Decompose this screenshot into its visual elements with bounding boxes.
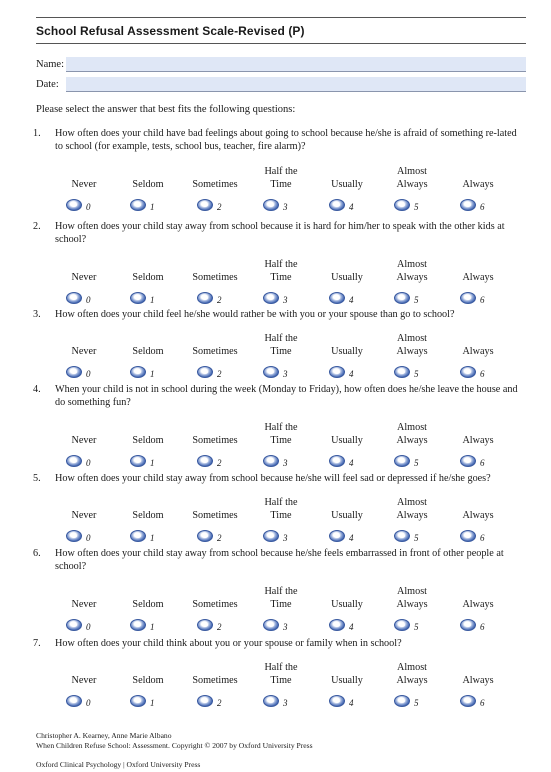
radio-button[interactable] xyxy=(394,366,410,378)
radio-value: 5 xyxy=(414,202,419,212)
option-label-top: Half the xyxy=(264,662,298,673)
radio-option[interactable] xyxy=(329,366,369,380)
name-field[interactable] xyxy=(66,57,526,72)
question-text xyxy=(33,384,526,409)
radio-value: 1 xyxy=(150,698,155,708)
footer-publisher: Oxford Clinical Psychology | Oxford University Press xyxy=(36,760,201,769)
radio-button[interactable] xyxy=(460,292,476,304)
radio-button[interactable] xyxy=(460,366,476,378)
radio-option[interactable] xyxy=(394,695,434,709)
option-label: Always xyxy=(462,346,494,357)
radio-button[interactable] xyxy=(130,619,146,631)
radio-highlight xyxy=(268,623,274,627)
option-label: Always xyxy=(396,599,428,610)
date-row xyxy=(36,77,526,93)
option-label: Always xyxy=(396,510,428,521)
radio-button[interactable] xyxy=(263,292,279,304)
radio-value: 3 xyxy=(283,698,288,708)
question-body: How often does your child stay away from school because he/she will feel sad or depressed if he/she goes? xyxy=(55,473,491,484)
radio-button[interactable] xyxy=(263,695,279,707)
option-label: Usually xyxy=(331,675,363,686)
option-label: Never xyxy=(71,510,97,521)
radio-option[interactable] xyxy=(130,366,170,380)
question-body: How often does your child stay away from school because he/she feels embarrassed in front of other people at school? xyxy=(55,548,504,572)
radio-highlight xyxy=(334,534,340,538)
option-label: Always xyxy=(462,510,494,521)
option-label: Always xyxy=(462,435,494,446)
radio-button[interactable] xyxy=(263,455,279,467)
radio-highlight xyxy=(202,699,208,703)
radio-option[interactable] xyxy=(130,292,170,306)
instructions: Please select the answer that best fits the following questions: xyxy=(36,104,296,115)
radio-highlight xyxy=(334,459,340,463)
option-label: Time xyxy=(270,435,292,446)
radio-button[interactable] xyxy=(130,530,146,542)
radio-option[interactable] xyxy=(460,199,500,213)
radio-option[interactable] xyxy=(329,530,369,544)
radio-highlight xyxy=(135,699,141,703)
radio-option[interactable] xyxy=(263,199,303,213)
radio-option[interactable] xyxy=(263,619,303,633)
option-label: Usually xyxy=(331,435,363,446)
radio-value: 1 xyxy=(150,202,155,212)
question-text xyxy=(33,221,526,246)
option-label-top: Half the xyxy=(264,586,298,597)
radio-option[interactable] xyxy=(329,455,369,469)
question-text xyxy=(33,128,526,153)
radio-value: 3 xyxy=(283,458,288,468)
radio-button[interactable] xyxy=(329,455,345,467)
radio-value: 2 xyxy=(217,295,222,305)
radio-option[interactable] xyxy=(130,695,170,709)
radio-option[interactable] xyxy=(460,695,500,709)
radio-button[interactable] xyxy=(329,695,345,707)
radio-highlight xyxy=(399,534,405,538)
radio-value: 1 xyxy=(150,369,155,379)
radio-value: 5 xyxy=(414,295,419,305)
option-label-top: Almost xyxy=(396,662,427,673)
radio-option[interactable] xyxy=(460,455,500,469)
radio-value: 6 xyxy=(480,533,485,543)
question-number: 7. xyxy=(33,638,41,649)
option-label: Always xyxy=(462,599,494,610)
radio-value: 2 xyxy=(217,698,222,708)
footer-authors: Christopher A. Kearney, Anne Marie Albano xyxy=(36,731,172,740)
radio-button[interactable] xyxy=(66,292,82,304)
radio-button[interactable] xyxy=(263,366,279,378)
radio-button[interactable] xyxy=(197,292,213,304)
radio-option[interactable] xyxy=(197,619,237,633)
radio-option[interactable] xyxy=(130,530,170,544)
radio-button[interactable] xyxy=(329,366,345,378)
radio-value: 0 xyxy=(86,295,91,305)
option-label: Always xyxy=(396,675,428,686)
radio-highlight xyxy=(135,623,141,627)
radio-highlight xyxy=(399,459,405,463)
radio-value: 2 xyxy=(217,622,222,632)
question-number: 4. xyxy=(33,384,41,395)
option-label-top: Almost xyxy=(396,333,427,344)
radio-button[interactable] xyxy=(66,619,82,631)
question-text xyxy=(33,638,526,651)
radio-highlight xyxy=(465,534,471,538)
radio-highlight xyxy=(334,370,340,374)
option-label: Time xyxy=(270,599,292,610)
radio-value: 6 xyxy=(480,369,485,379)
radio-highlight xyxy=(71,370,77,374)
radio-highlight xyxy=(71,296,77,300)
question-text xyxy=(33,548,526,573)
radio-value: 1 xyxy=(150,295,155,305)
radio-highlight xyxy=(202,370,208,374)
radio-highlight xyxy=(268,370,274,374)
option-label: Sometimes xyxy=(192,346,238,357)
top-rule xyxy=(36,17,526,18)
radio-highlight xyxy=(135,296,141,300)
radio-highlight xyxy=(268,459,274,463)
option-label: Never xyxy=(71,599,97,610)
option-label: Sometimes xyxy=(192,599,238,610)
radio-value: 4 xyxy=(349,369,354,379)
radio-button[interactable] xyxy=(394,455,410,467)
radio-value: 4 xyxy=(349,295,354,305)
radio-option[interactable] xyxy=(130,455,170,469)
radio-value: 0 xyxy=(86,533,91,543)
radio-button[interactable] xyxy=(66,366,82,378)
option-label: Usually xyxy=(331,179,363,190)
radio-highlight xyxy=(268,203,274,207)
radio-button[interactable] xyxy=(130,695,146,707)
date-label: Date: xyxy=(36,79,59,90)
option-label-top: Almost xyxy=(396,422,427,433)
option-label: Never xyxy=(71,435,97,446)
radio-highlight xyxy=(465,699,471,703)
option-label-top: Almost xyxy=(396,586,427,597)
option-label: Always xyxy=(462,179,494,190)
option-label: Always xyxy=(396,435,428,446)
radio-option[interactable] xyxy=(66,455,106,469)
radio-value: 1 xyxy=(150,622,155,632)
option-label: Usually xyxy=(331,599,363,610)
radio-button[interactable] xyxy=(460,619,476,631)
option-label: Sometimes xyxy=(192,510,238,521)
question-number: 1. xyxy=(33,128,41,139)
radio-button[interactable] xyxy=(130,199,146,211)
option-label-top: Half the xyxy=(264,166,298,177)
radio-value: 6 xyxy=(480,622,485,632)
radio-value: 5 xyxy=(414,458,419,468)
option-label: Sometimes xyxy=(192,675,238,686)
radio-button[interactable] xyxy=(394,199,410,211)
option-label: Always xyxy=(462,675,494,686)
question-body: How often does your child stay away from school because it is hard for him/her to speak with the other kids at school? xyxy=(55,221,505,245)
radio-option[interactable] xyxy=(263,292,303,306)
option-label: Never xyxy=(71,675,97,686)
radio-highlight xyxy=(202,534,208,538)
question-text xyxy=(33,309,526,322)
option-label-top: Half the xyxy=(264,333,298,344)
radio-button[interactable] xyxy=(394,619,410,631)
option-label-top: Half the xyxy=(264,259,298,270)
question-number: 3. xyxy=(33,309,41,320)
option-label: Never xyxy=(71,272,97,283)
option-label: Seldom xyxy=(132,435,164,446)
radio-highlight xyxy=(465,296,471,300)
radio-value: 3 xyxy=(283,622,288,632)
question-body: How often does your child feel he/she would rather be with you or your spouse than go to school? xyxy=(55,309,455,320)
radio-option[interactable] xyxy=(66,292,106,306)
radio-button[interactable] xyxy=(329,199,345,211)
radio-option[interactable] xyxy=(66,619,106,633)
radio-option[interactable] xyxy=(66,530,106,544)
radio-button[interactable] xyxy=(197,695,213,707)
radio-option[interactable] xyxy=(460,619,500,633)
radio-value: 5 xyxy=(414,533,419,543)
radio-button[interactable] xyxy=(460,695,476,707)
option-label: Usually xyxy=(331,272,363,283)
radio-option[interactable] xyxy=(329,619,369,633)
radio-button[interactable] xyxy=(460,199,476,211)
radio-button[interactable] xyxy=(394,292,410,304)
radio-value: 6 xyxy=(480,295,485,305)
option-label-top: Half the xyxy=(264,422,298,433)
radio-button[interactable] xyxy=(263,619,279,631)
radio-option[interactable] xyxy=(394,530,434,544)
radio-option[interactable] xyxy=(197,530,237,544)
radio-highlight xyxy=(399,699,405,703)
radio-option[interactable] xyxy=(263,455,303,469)
radio-option[interactable] xyxy=(197,292,237,306)
radio-highlight xyxy=(399,296,405,300)
radio-value: 6 xyxy=(480,698,485,708)
title-rule xyxy=(36,43,526,44)
radio-button[interactable] xyxy=(66,530,82,542)
radio-highlight xyxy=(399,623,405,627)
radio-value: 4 xyxy=(349,622,354,632)
radio-button[interactable] xyxy=(197,199,213,211)
radio-value: 5 xyxy=(414,622,419,632)
radio-highlight xyxy=(334,203,340,207)
radio-value: 3 xyxy=(283,369,288,379)
question-number: 5. xyxy=(33,473,41,484)
radio-button[interactable] xyxy=(460,455,476,467)
radio-highlight xyxy=(71,534,77,538)
radio-highlight xyxy=(71,699,77,703)
option-label: Seldom xyxy=(132,272,164,283)
radio-highlight xyxy=(71,203,77,207)
radio-option[interactable] xyxy=(197,366,237,380)
option-label: Always xyxy=(396,272,428,283)
radio-value: 1 xyxy=(150,458,155,468)
option-label: Sometimes xyxy=(192,272,238,283)
date-field[interactable] xyxy=(66,77,526,92)
radio-highlight xyxy=(135,203,141,207)
question-number: 2. xyxy=(33,221,41,232)
option-label: Seldom xyxy=(132,510,164,521)
radio-option[interactable] xyxy=(263,695,303,709)
form-title: School Refusal Assessment Scale-Revised (P) xyxy=(36,24,305,38)
radio-button[interactable] xyxy=(130,455,146,467)
footer-book: When Children Refuse School: Assessment. Copyright © 2007 by Oxford University Press xyxy=(36,741,313,750)
radio-option[interactable] xyxy=(130,199,170,213)
radio-option[interactable] xyxy=(460,292,500,306)
question-text xyxy=(33,473,526,486)
radio-button[interactable] xyxy=(130,366,146,378)
radio-option[interactable] xyxy=(394,619,434,633)
radio-option[interactable] xyxy=(263,366,303,380)
radio-option[interactable] xyxy=(394,366,434,380)
radio-value: 4 xyxy=(349,202,354,212)
radio-value: 5 xyxy=(414,369,419,379)
radio-highlight xyxy=(202,296,208,300)
option-label: Seldom xyxy=(132,346,164,357)
radio-value: 3 xyxy=(283,202,288,212)
radio-highlight xyxy=(465,623,471,627)
radio-option[interactable] xyxy=(66,695,106,709)
radio-value: 4 xyxy=(349,458,354,468)
question-body: How often does your child have bad feelings about going to school because he/she is afraid of something re-lated to school (for example, tests, school bus, teacher, fire alarm)? xyxy=(55,128,517,152)
option-label: Usually xyxy=(331,346,363,357)
option-label: Time xyxy=(270,179,292,190)
option-label: Time xyxy=(270,272,292,283)
radio-highlight xyxy=(399,203,405,207)
radio-value: 6 xyxy=(480,458,485,468)
option-label: Time xyxy=(270,346,292,357)
radio-highlight xyxy=(71,623,77,627)
radio-button[interactable] xyxy=(329,530,345,542)
radio-highlight xyxy=(135,534,141,538)
radio-option[interactable] xyxy=(460,530,500,544)
radio-highlight xyxy=(399,370,405,374)
option-label: Always xyxy=(396,179,428,190)
radio-value: 3 xyxy=(283,295,288,305)
radio-highlight xyxy=(334,623,340,627)
option-label: Time xyxy=(270,510,292,521)
radio-button[interactable] xyxy=(329,292,345,304)
radio-option[interactable] xyxy=(329,199,369,213)
option-label: Sometimes xyxy=(192,179,238,190)
radio-button[interactable] xyxy=(130,292,146,304)
radio-button[interactable] xyxy=(66,695,82,707)
radio-option[interactable] xyxy=(394,292,434,306)
radio-option[interactable] xyxy=(394,199,434,213)
option-label: Time xyxy=(270,675,292,686)
radio-value: 2 xyxy=(217,458,222,468)
radio-option[interactable] xyxy=(197,695,237,709)
radio-value: 0 xyxy=(86,698,91,708)
radio-option[interactable] xyxy=(263,530,303,544)
radio-option[interactable] xyxy=(460,366,500,380)
radio-option[interactable] xyxy=(394,455,434,469)
option-label: Usually xyxy=(331,510,363,521)
option-label-top: Almost xyxy=(396,166,427,177)
radio-highlight xyxy=(268,296,274,300)
radio-highlight xyxy=(268,534,274,538)
name-row xyxy=(36,57,526,73)
radio-highlight xyxy=(202,459,208,463)
radio-option[interactable] xyxy=(329,292,369,306)
radio-value: 1 xyxy=(150,533,155,543)
radio-option[interactable] xyxy=(329,695,369,709)
radio-button[interactable] xyxy=(66,199,82,211)
radio-value: 0 xyxy=(86,622,91,632)
radio-value: 0 xyxy=(86,369,91,379)
radio-option[interactable] xyxy=(130,619,170,633)
radio-option[interactable] xyxy=(66,199,106,213)
option-label: Seldom xyxy=(132,675,164,686)
option-label: Always xyxy=(396,346,428,357)
radio-highlight xyxy=(465,459,471,463)
radio-value: 5 xyxy=(414,698,419,708)
radio-button[interactable] xyxy=(66,455,82,467)
radio-button[interactable] xyxy=(197,455,213,467)
option-label: Always xyxy=(462,272,494,283)
radio-highlight xyxy=(465,370,471,374)
option-label: Sometimes xyxy=(192,435,238,446)
radio-value: 2 xyxy=(217,202,222,212)
option-label: Never xyxy=(71,179,97,190)
radio-button[interactable] xyxy=(394,530,410,542)
radio-highlight xyxy=(202,623,208,627)
option-label-top: Half the xyxy=(264,497,298,508)
question-body: When your child is not in school during the week (Monday to Friday), how often does he/she leave the house and do something fun? xyxy=(55,384,518,408)
radio-option[interactable] xyxy=(66,366,106,380)
option-label: Never xyxy=(71,346,97,357)
radio-highlight xyxy=(465,203,471,207)
radio-highlight xyxy=(71,459,77,463)
radio-button[interactable] xyxy=(263,530,279,542)
option-label-top: Almost xyxy=(396,259,427,270)
option-label-top: Almost xyxy=(396,497,427,508)
radio-button[interactable] xyxy=(394,695,410,707)
radio-highlight xyxy=(135,459,141,463)
radio-highlight xyxy=(334,296,340,300)
radio-highlight xyxy=(135,370,141,374)
option-label: Seldom xyxy=(132,599,164,610)
radio-highlight xyxy=(334,699,340,703)
radio-button[interactable] xyxy=(197,530,213,542)
radio-value: 2 xyxy=(217,533,222,543)
radio-button[interactable] xyxy=(460,530,476,542)
radio-button[interactable] xyxy=(329,619,345,631)
radio-value: 0 xyxy=(86,202,91,212)
name-label: Name: xyxy=(36,59,64,70)
radio-button[interactable] xyxy=(197,366,213,378)
radio-highlight xyxy=(202,203,208,207)
radio-button[interactable] xyxy=(263,199,279,211)
radio-value: 4 xyxy=(349,698,354,708)
radio-value: 0 xyxy=(86,458,91,468)
option-label: Seldom xyxy=(132,179,164,190)
radio-option[interactable] xyxy=(197,199,237,213)
radio-value: 6 xyxy=(480,202,485,212)
radio-option[interactable] xyxy=(197,455,237,469)
radio-value: 4 xyxy=(349,533,354,543)
radio-value: 2 xyxy=(217,369,222,379)
radio-highlight xyxy=(268,699,274,703)
question-body: How often does your child think about you or your spouse or family when in school? xyxy=(55,638,402,649)
question-number: 6. xyxy=(33,548,41,559)
radio-value: 3 xyxy=(283,533,288,543)
radio-button[interactable] xyxy=(197,619,213,631)
